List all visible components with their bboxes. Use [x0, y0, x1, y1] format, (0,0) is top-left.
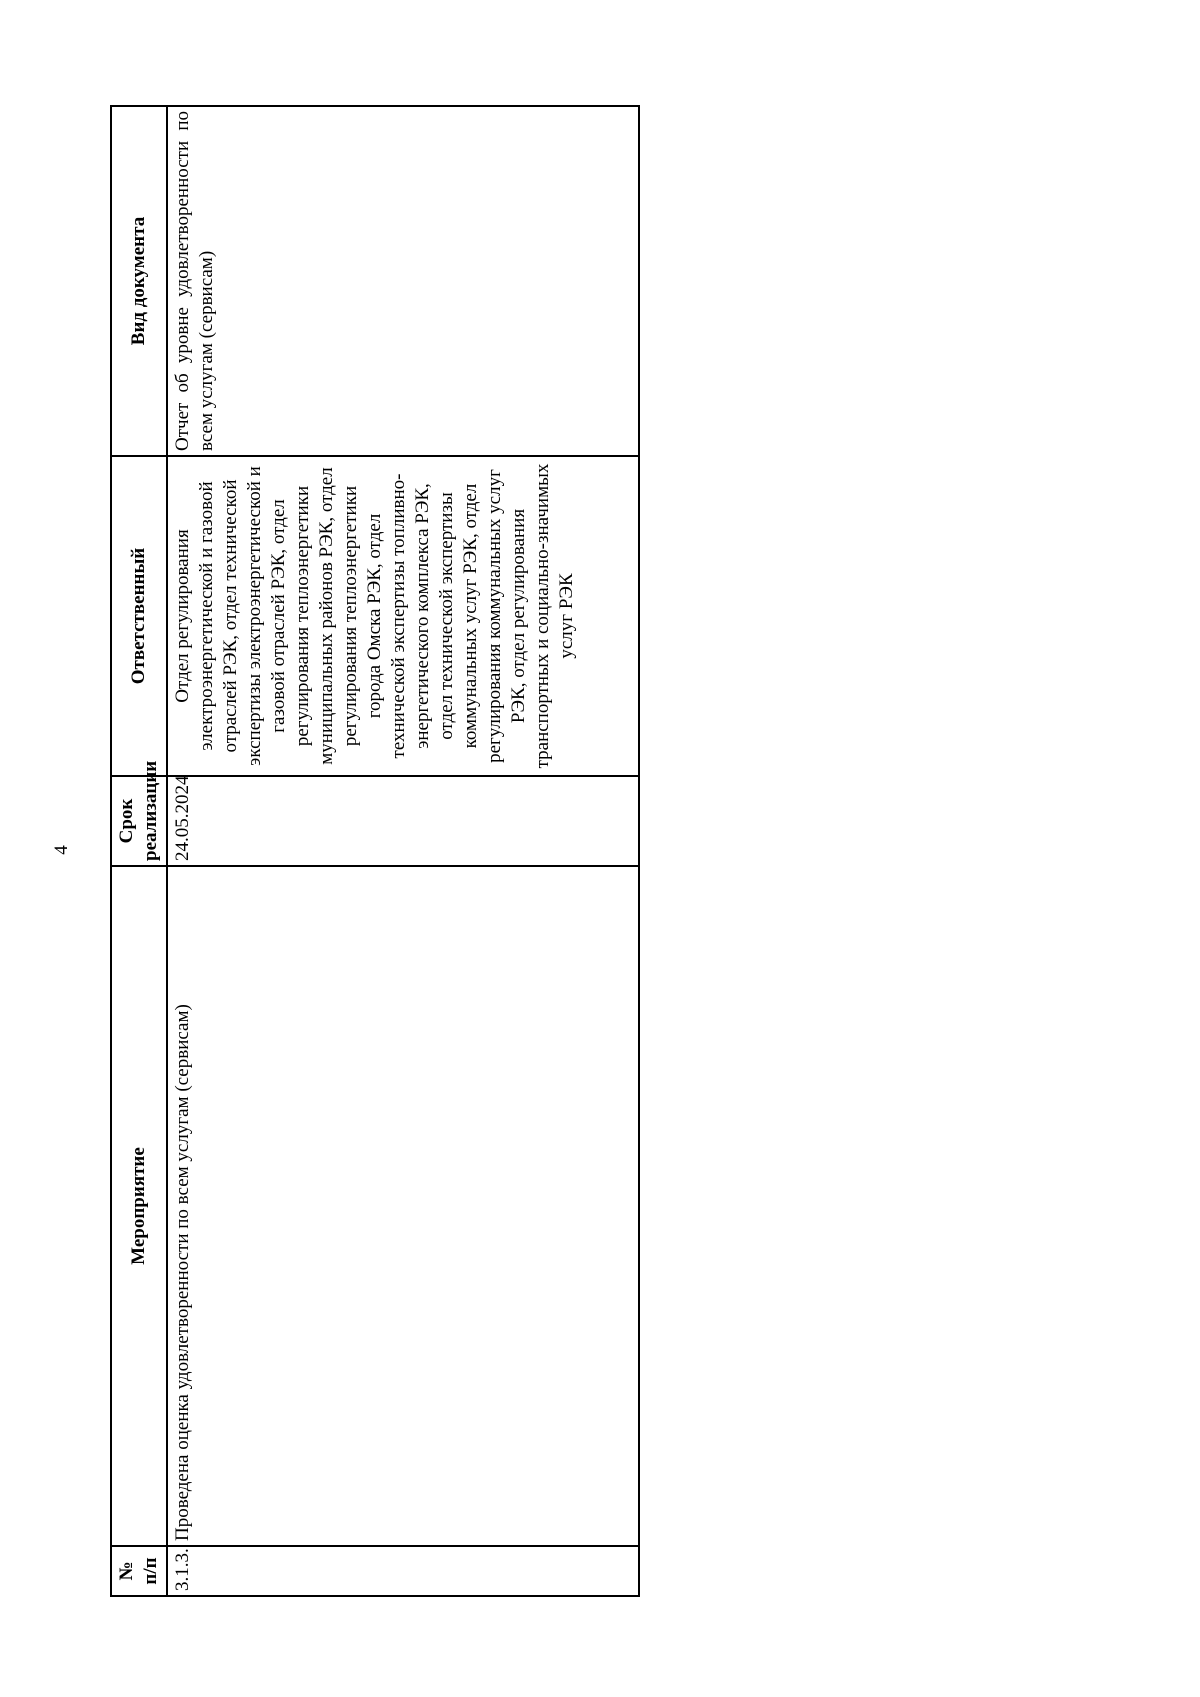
header-doc-type: Вид документа [111, 106, 167, 456]
cell-event: Проведена оценка удовлетворенности по всем услугам (сервисам) [167, 866, 639, 1546]
cell-num: 3.1.3. [167, 1546, 639, 1596]
table-container [110, 107, 640, 1597]
cell-doc-type: Отчет об уровне удовлетворенности по всем услугам (сервисам) [167, 106, 639, 456]
cell-term: 24.05.2024 [167, 776, 639, 866]
page-number: 4 [51, 845, 72, 855]
table-header-row [111, 106, 167, 1596]
activities-table [110, 105, 640, 1597]
header-event: Мероприятие [111, 866, 167, 1546]
header-term: Срок реализации [111, 776, 167, 866]
header-responsible: Ответственный [111, 456, 167, 776]
header-num: № п/п [111, 1546, 167, 1596]
cell-responsible: Отдел регулирования электроэнергетической и газовой отраслей РЭК, отдел технической экспертизы электроэнергетической и газовой отраслей РЭК, отдел регулирования теплоэнергетики муниципальных районов РЭК, отдел регулирования теплоэнергетики города Омска РЭК, отдел технической экспертизы топливно- энергетического комплекса РЭК, отдел технической экспертизы коммунальных услуг РЭК, отдел регулирования коммунальных услуг РЭК, отдел регулирования транспортных и социально-значимых услуг РЭК [167, 456, 639, 776]
table-row [167, 106, 639, 1596]
